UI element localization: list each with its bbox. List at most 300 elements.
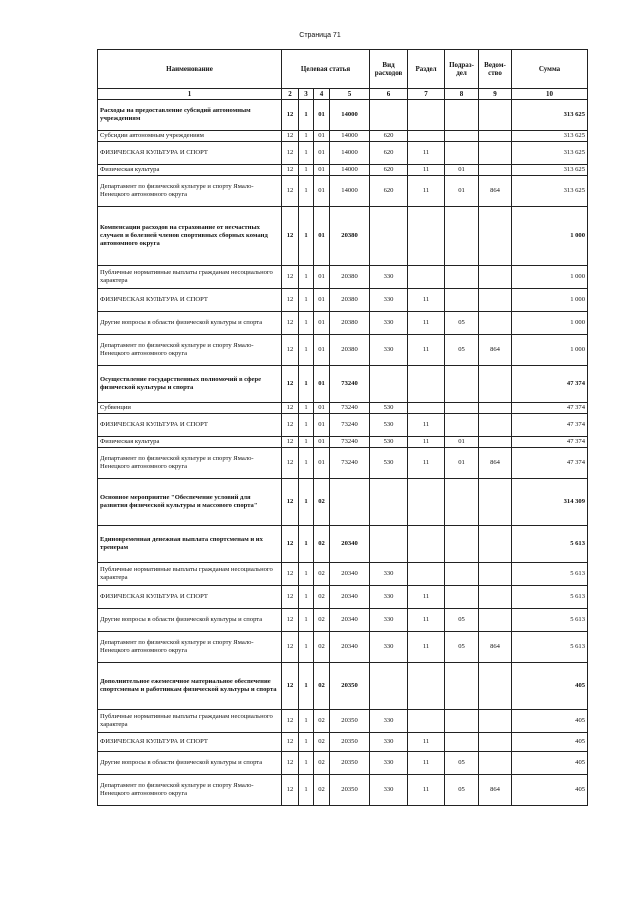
row-section-cell — [408, 207, 445, 266]
row-direction-cell: 20350 — [330, 733, 370, 752]
row-department-cell — [479, 207, 512, 266]
table-row — [98, 266, 588, 289]
row-expense-type-cell: 530 — [370, 437, 408, 448]
row-sum-cell: 47 374 — [512, 448, 588, 479]
row-subprogram-cell: 1 — [299, 775, 314, 806]
table-row — [98, 176, 588, 207]
row-program-cell: 12 — [282, 289, 299, 312]
header-expense-type — [370, 50, 408, 89]
row-program-cell: 12 — [282, 663, 299, 710]
row-section-cell — [408, 663, 445, 710]
row-event-cell: 01 — [314, 403, 330, 414]
row-direction-cell: 20340 — [330, 526, 370, 563]
row-direction-cell: 73240 — [330, 414, 370, 437]
row-direction-cell: 20350 — [330, 752, 370, 775]
header-target-article: Целевая статья — [282, 50, 370, 89]
table-row — [98, 752, 588, 775]
row-program-cell: 12 — [282, 563, 299, 586]
header-subsection — [445, 50, 479, 89]
row-section-cell: 11 — [408, 752, 445, 775]
row-event-cell: 01 — [314, 176, 330, 207]
row-name-cell: Компенсации расходов на страхование от несчастных случаев и болезней членов спортивных сборных команд автономного округа — [98, 207, 282, 266]
row-program-cell: 12 — [282, 526, 299, 563]
row-expense-type-cell: 620 — [370, 131, 408, 142]
row-subsection-cell — [445, 207, 479, 266]
row-subsection-cell — [445, 563, 479, 586]
row-event-cell: 01 — [314, 414, 330, 437]
row-department-cell — [479, 131, 512, 142]
row-section-cell: 11 — [408, 448, 445, 479]
column-number: 1 — [98, 89, 282, 100]
row-name-cell: Субвенции — [98, 403, 282, 414]
table-row — [98, 414, 588, 437]
row-subsection-cell — [445, 414, 479, 437]
row-subsection-cell — [445, 710, 479, 733]
row-direction-cell: 20350 — [330, 663, 370, 710]
row-section-cell — [408, 266, 445, 289]
row-direction-cell: 73240 — [330, 437, 370, 448]
row-direction-cell: 20340 — [330, 609, 370, 632]
row-program-cell: 12 — [282, 414, 299, 437]
row-name-cell: Департамент по физической культуре и спорту Ямало-Ненецкого автономного округа — [98, 335, 282, 366]
header-expense-type-line1: Вид — [382, 61, 395, 69]
row-program-cell: 12 — [282, 479, 299, 526]
row-direction-cell: 20380 — [330, 207, 370, 266]
row-section-cell — [408, 403, 445, 414]
row-expense-type-cell: 330 — [370, 752, 408, 775]
column-number: 6 — [370, 89, 408, 100]
table-row — [98, 609, 588, 632]
row-subsection-cell: 05 — [445, 312, 479, 335]
table-row — [98, 366, 588, 403]
row-program-cell: 12 — [282, 437, 299, 448]
row-subprogram-cell: 1 — [299, 448, 314, 479]
row-department-cell — [479, 414, 512, 437]
row-sum-cell: 47 374 — [512, 414, 588, 437]
row-expense-type-cell: 620 — [370, 142, 408, 165]
table-row — [98, 632, 588, 663]
row-name-cell: Субсидии автономным учреждениям — [98, 131, 282, 142]
row-direction-cell: 14000 — [330, 131, 370, 142]
column-number: 8 — [445, 89, 479, 100]
header-subsection-line2: дел — [456, 69, 467, 77]
row-sum-cell: 314 309 — [512, 479, 588, 526]
row-department-cell — [479, 733, 512, 752]
row-program-cell: 12 — [282, 176, 299, 207]
row-subsection-cell — [445, 403, 479, 414]
row-program-cell: 12 — [282, 266, 299, 289]
row-subprogram-cell: 1 — [299, 207, 314, 266]
row-name-cell: Публичные нормативные выплаты гражданам несоциального характера — [98, 563, 282, 586]
row-subprogram-cell: 1 — [299, 586, 314, 609]
row-section-cell: 11 — [408, 176, 445, 207]
table-row — [98, 131, 588, 142]
row-name-cell: Департамент по физической культуре и спорту Ямало-Ненецкого автономного округа — [98, 448, 282, 479]
row-program-cell: 12 — [282, 733, 299, 752]
row-program-cell: 12 — [282, 131, 299, 142]
row-expense-type-cell: 530 — [370, 403, 408, 414]
row-subprogram-cell: 1 — [299, 142, 314, 165]
row-direction-cell: 73240 — [330, 403, 370, 414]
row-sum-cell: 313 625 — [512, 165, 588, 176]
row-expense-type-cell: 330 — [370, 266, 408, 289]
row-section-cell: 11 — [408, 609, 445, 632]
row-program-cell: 12 — [282, 335, 299, 366]
row-subprogram-cell: 1 — [299, 609, 314, 632]
row-department-cell: 864 — [479, 448, 512, 479]
row-subsection-cell — [445, 131, 479, 142]
row-direction-cell: 20350 — [330, 775, 370, 806]
row-subsection-cell — [445, 663, 479, 710]
table-row — [98, 448, 588, 479]
row-department-cell — [479, 752, 512, 775]
row-section-cell: 11 — [408, 142, 445, 165]
row-subprogram-cell: 1 — [299, 312, 314, 335]
row-event-cell: 02 — [314, 632, 330, 663]
row-subsection-cell: 01 — [445, 437, 479, 448]
row-sum-cell: 47 374 — [512, 366, 588, 403]
row-expense-type-cell — [370, 100, 408, 131]
row-direction-cell: 20340 — [330, 632, 370, 663]
row-expense-type-cell: 620 — [370, 176, 408, 207]
row-subprogram-cell: 1 — [299, 479, 314, 526]
row-sum-cell: 405 — [512, 752, 588, 775]
row-direction-cell: 20340 — [330, 563, 370, 586]
row-direction-cell: 20380 — [330, 289, 370, 312]
row-sum-cell: 313 625 — [512, 131, 588, 142]
row-department-cell — [479, 526, 512, 563]
table-row — [98, 586, 588, 609]
row-department-cell — [479, 312, 512, 335]
row-subsection-cell — [445, 733, 479, 752]
row-sum-cell: 313 625 — [512, 142, 588, 165]
column-number: 5 — [330, 89, 370, 100]
row-department-cell — [479, 100, 512, 131]
header-section: Раздел — [408, 50, 445, 89]
row-subsection-cell: 05 — [445, 632, 479, 663]
table-row — [98, 142, 588, 165]
row-sum-cell: 1 000 — [512, 289, 588, 312]
row-event-cell: 01 — [314, 437, 330, 448]
row-name-cell: Другие вопросы в области физической культуры и спорта — [98, 609, 282, 632]
row-expense-type-cell: 330 — [370, 563, 408, 586]
row-subsection-cell: 01 — [445, 448, 479, 479]
row-direction-cell: 14000 — [330, 142, 370, 165]
row-department-cell: 864 — [479, 176, 512, 207]
row-sum-cell: 47 374 — [512, 437, 588, 448]
row-subsection-cell — [445, 366, 479, 403]
row-program-cell: 12 — [282, 142, 299, 165]
row-event-cell: 02 — [314, 663, 330, 710]
row-department-cell — [479, 563, 512, 586]
row-section-cell — [408, 563, 445, 586]
row-department-cell — [479, 142, 512, 165]
row-section-cell — [408, 710, 445, 733]
row-section-cell: 11 — [408, 312, 445, 335]
row-event-cell: 02 — [314, 609, 330, 632]
row-sum-cell: 313 625 — [512, 176, 588, 207]
page-number-label: Страница 71 — [299, 32, 341, 39]
row-event-cell: 02 — [314, 479, 330, 526]
row-program-cell: 12 — [282, 403, 299, 414]
row-expense-type-cell — [370, 526, 408, 563]
row-name-cell: ФИЗИЧЕСКАЯ КУЛЬТУРА И СПОРТ — [98, 414, 282, 437]
row-name-cell: Единовременная денежная выплата спортсменам и их тренерам — [98, 526, 282, 563]
table-row — [98, 335, 588, 366]
row-direction-cell: 20380 — [330, 312, 370, 335]
row-expense-type-cell — [370, 479, 408, 526]
row-program-cell: 12 — [282, 448, 299, 479]
row-subprogram-cell: 1 — [299, 414, 314, 437]
row-name-cell: ФИЗИЧЕСКАЯ КУЛЬТУРА И СПОРТ — [98, 733, 282, 752]
row-section-cell: 11 — [408, 586, 445, 609]
row-name-cell: Департамент по физической культуре и спорту Ямало-Ненецкого автономного округа — [98, 632, 282, 663]
row-subprogram-cell: 1 — [299, 366, 314, 403]
row-event-cell: 02 — [314, 710, 330, 733]
row-program-cell: 12 — [282, 207, 299, 266]
header-department — [479, 50, 512, 89]
row-name-cell: Осуществление государственных полномочий в сфере физической культуры и спорта — [98, 366, 282, 403]
row-department-cell — [479, 366, 512, 403]
row-event-cell: 01 — [314, 289, 330, 312]
row-department-cell: 864 — [479, 335, 512, 366]
row-subsection-cell: 01 — [445, 176, 479, 207]
row-section-cell — [408, 479, 445, 526]
row-name-cell: Другие вопросы в области физической культуры и спорта — [98, 312, 282, 335]
row-section-cell: 11 — [408, 632, 445, 663]
table-row — [98, 289, 588, 312]
row-department-cell — [479, 663, 512, 710]
row-department-cell — [479, 437, 512, 448]
row-subprogram-cell: 1 — [299, 131, 314, 142]
row-program-cell: 12 — [282, 775, 299, 806]
row-direction-cell: 20350 — [330, 710, 370, 733]
row-subprogram-cell: 1 — [299, 752, 314, 775]
row-subsection-cell: 05 — [445, 335, 479, 366]
row-sum-cell: 5 613 — [512, 609, 588, 632]
row-subsection-cell: 05 — [445, 775, 479, 806]
row-department-cell: 864 — [479, 632, 512, 663]
row-sum-cell: 313 625 — [512, 100, 588, 131]
row-section-cell: 11 — [408, 335, 445, 366]
row-direction-cell: 73240 — [330, 448, 370, 479]
row-event-cell: 02 — [314, 563, 330, 586]
row-subsection-cell — [445, 100, 479, 131]
table-row — [98, 437, 588, 448]
row-section-cell: 11 — [408, 289, 445, 312]
row-subprogram-cell: 1 — [299, 100, 314, 131]
column-number: 2 — [282, 89, 299, 100]
row-sum-cell: 405 — [512, 733, 588, 752]
row-subprogram-cell: 1 — [299, 526, 314, 563]
row-subprogram-cell: 1 — [299, 335, 314, 366]
row-subsection-cell — [445, 479, 479, 526]
row-subprogram-cell: 1 — [299, 632, 314, 663]
row-section-cell — [408, 100, 445, 131]
row-expense-type-cell: 330 — [370, 733, 408, 752]
row-name-cell: ФИЗИЧЕСКАЯ КУЛЬТУРА И СПОРТ — [98, 586, 282, 609]
row-section-cell — [408, 526, 445, 563]
row-name-cell: Физическая культура — [98, 165, 282, 176]
table-row — [98, 563, 588, 586]
row-name-cell: Физическая культура — [98, 437, 282, 448]
row-direction-cell: 20340 — [330, 586, 370, 609]
row-sum-cell: 1 000 — [512, 312, 588, 335]
row-sum-cell: 1 000 — [512, 266, 588, 289]
row-name-cell: Другие вопросы в области физической культуры и спорта — [98, 752, 282, 775]
row-program-cell: 12 — [282, 586, 299, 609]
row-program-cell: 12 — [282, 752, 299, 775]
column-number: 10 — [512, 89, 588, 100]
column-number: 3 — [299, 89, 314, 100]
row-sum-cell: 405 — [512, 775, 588, 806]
header-row — [98, 50, 588, 89]
row-program-cell: 12 — [282, 165, 299, 176]
row-sum-cell: 1 000 — [512, 207, 588, 266]
row-section-cell: 11 — [408, 414, 445, 437]
table-row — [98, 663, 588, 710]
row-expense-type-cell — [370, 663, 408, 710]
row-expense-type-cell: 620 — [370, 165, 408, 176]
row-event-cell: 01 — [314, 100, 330, 131]
row-sum-cell: 5 613 — [512, 526, 588, 563]
column-number: 7 — [408, 89, 445, 100]
row-expense-type-cell: 530 — [370, 414, 408, 437]
row-section-cell: 11 — [408, 775, 445, 806]
row-name-cell: Департамент по физической культуре и спорту Ямало-Ненецкого автономного округа — [98, 775, 282, 806]
header-name: Наименование — [98, 50, 282, 89]
row-section-cell: 11 — [408, 165, 445, 176]
row-department-cell — [479, 165, 512, 176]
row-expense-type-cell: 330 — [370, 775, 408, 806]
header-department-line2: ство — [488, 69, 502, 77]
row-event-cell: 01 — [314, 266, 330, 289]
row-expense-type-cell — [370, 207, 408, 266]
header-expense-type-line2: расходов — [374, 69, 403, 77]
row-subprogram-cell: 1 — [299, 563, 314, 586]
row-name-cell: Публичные нормативные выплаты гражданам несоциального характера — [98, 266, 282, 289]
row-expense-type-cell: 330 — [370, 312, 408, 335]
column-number: 9 — [479, 89, 512, 100]
row-department-cell — [479, 289, 512, 312]
table-body — [98, 100, 588, 806]
row-department-cell — [479, 479, 512, 526]
row-event-cell: 01 — [314, 366, 330, 403]
row-subprogram-cell: 1 — [299, 663, 314, 710]
row-direction-cell: 73240 — [330, 366, 370, 403]
row-subsection-cell — [445, 526, 479, 563]
table-row — [98, 100, 588, 131]
row-subprogram-cell: 1 — [299, 266, 314, 289]
row-subprogram-cell: 1 — [299, 176, 314, 207]
budget-table — [97, 49, 588, 806]
row-subprogram-cell: 1 — [299, 403, 314, 414]
table-row — [98, 312, 588, 335]
row-name-cell: ФИЗИЧЕСКАЯ КУЛЬТУРА И СПОРТ — [98, 289, 282, 312]
row-program-cell: 12 — [282, 710, 299, 733]
row-direction-cell: 20380 — [330, 266, 370, 289]
row-event-cell: 01 — [314, 165, 330, 176]
row-expense-type-cell: 330 — [370, 609, 408, 632]
row-direction-cell: 20380 — [330, 335, 370, 366]
row-sum-cell: 5 613 — [512, 586, 588, 609]
row-subprogram-cell: 1 — [299, 289, 314, 312]
row-name-cell: Основное мероприятие "Обеспечение условий для развития физической культуры и массового спорта" — [98, 479, 282, 526]
row-sum-cell: 1 000 — [512, 335, 588, 366]
row-sum-cell: 5 613 — [512, 563, 588, 586]
row-sum-cell: 405 — [512, 710, 588, 733]
row-direction-cell — [330, 479, 370, 526]
row-event-cell: 02 — [314, 733, 330, 752]
row-program-cell: 12 — [282, 100, 299, 131]
row-section-cell — [408, 131, 445, 142]
row-event-cell: 01 — [314, 335, 330, 366]
table-row — [98, 526, 588, 563]
row-subsection-cell: 05 — [445, 609, 479, 632]
table-row — [98, 403, 588, 414]
row-direction-cell: 14000 — [330, 165, 370, 176]
row-program-cell: 12 — [282, 366, 299, 403]
row-department-cell — [479, 609, 512, 632]
row-event-cell: 02 — [314, 752, 330, 775]
row-name-cell: Дополнительное ежемесячное материальное обеспечение спортсменам и работникам физической культуры и спорта — [98, 663, 282, 710]
row-department-cell — [479, 266, 512, 289]
row-department-cell: 864 — [479, 775, 512, 806]
row-name-cell: ФИЗИЧЕСКАЯ КУЛЬТУРА И СПОРТ — [98, 142, 282, 165]
row-event-cell: 01 — [314, 142, 330, 165]
row-program-cell: 12 — [282, 632, 299, 663]
row-subprogram-cell: 1 — [299, 165, 314, 176]
row-event-cell: 02 — [314, 526, 330, 563]
table-row — [98, 710, 588, 733]
row-event-cell: 01 — [314, 207, 330, 266]
table-row — [98, 479, 588, 526]
row-expense-type-cell: 330 — [370, 586, 408, 609]
header-sum: Сумма — [512, 50, 588, 89]
row-expense-type-cell: 330 — [370, 335, 408, 366]
row-subsection-cell — [445, 142, 479, 165]
column-number: 4 — [314, 89, 330, 100]
row-subprogram-cell: 1 — [299, 733, 314, 752]
row-expense-type-cell: 330 — [370, 710, 408, 733]
row-name-cell: Расходы на предоставление субсидий автономным учреждениям — [98, 100, 282, 131]
row-name-cell: Департамент по физической культуре и спорту Ямало-Ненецкого автономного округа — [98, 176, 282, 207]
row-sum-cell: 5 613 — [512, 632, 588, 663]
header-subsection-line1: Подраз- — [449, 61, 474, 69]
row-section-cell — [408, 366, 445, 403]
row-expense-type-cell: 530 — [370, 448, 408, 479]
row-section-cell: 11 — [408, 733, 445, 752]
row-event-cell: 01 — [314, 448, 330, 479]
row-expense-type-cell: 330 — [370, 289, 408, 312]
row-program-cell: 12 — [282, 609, 299, 632]
row-subsection-cell: 05 — [445, 752, 479, 775]
row-department-cell — [479, 586, 512, 609]
table-row — [98, 733, 588, 752]
row-subsection-cell: 01 — [445, 165, 479, 176]
row-direction-cell: 14000 — [330, 176, 370, 207]
row-event-cell: 01 — [314, 131, 330, 142]
row-sum-cell: 405 — [512, 663, 588, 710]
row-expense-type-cell: 330 — [370, 632, 408, 663]
header-department-line1: Ведом- — [484, 61, 506, 69]
row-department-cell — [479, 710, 512, 733]
row-event-cell: 02 — [314, 586, 330, 609]
row-subprogram-cell: 1 — [299, 710, 314, 733]
row-sum-cell: 47 374 — [512, 403, 588, 414]
row-subsection-cell — [445, 289, 479, 312]
row-subprogram-cell: 1 — [299, 437, 314, 448]
